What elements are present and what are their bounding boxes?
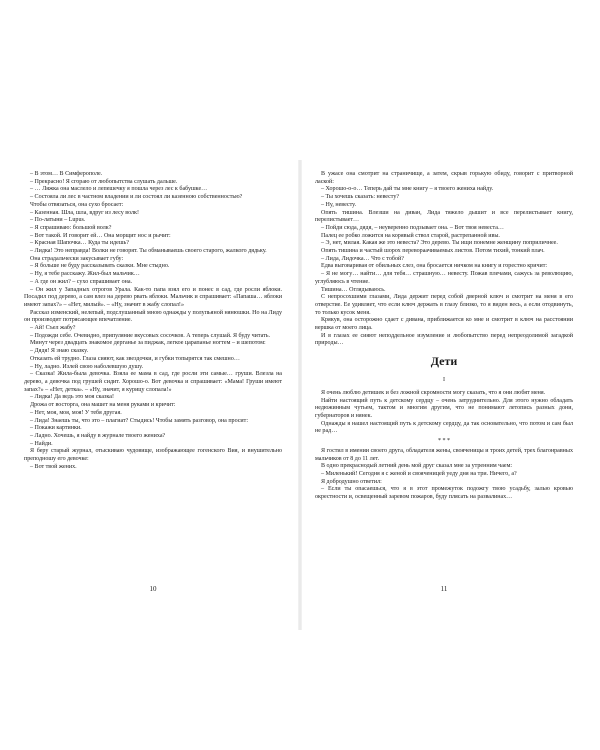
paragraph: – По-латыни – Lupus. [30,217,86,224]
paragraph: – Покажи картинки. [30,425,82,432]
paragraph: – В этом… В Симферополе. [30,171,103,177]
paragraph: – … Ляжка она маслело и лепешечку я пошла через лес к бабушке… [30,186,208,193]
paragraph: Я беру старый журнал, отыскиваю чудовище, изображающее гогенского Вия, и внушительно преподношу его девочке: [24,448,282,463]
paragraph: – Состояла ли лес в частном владении и ли состоял ли казенною собственностью? [30,194,243,201]
paragraph: С непросохшими глазами, Лида держит перед собой дверной ключ и смотрит на меня в его отверстие. Ее удивляет, что если ключ держать в глазу близко, то я виден весь, а если отодвинуть, то только кусок меня. [315,294,573,316]
right-page-number: 11 [440,585,448,593]
paragraph: – Дядя! Я знаю сказку. [30,348,89,355]
paragraph: – Лидка! Это неправда! Волки не говорят. Ты обманываешь своего старого, жалкого дядьку. [30,248,267,255]
section-text [315,390,573,436]
paragraph: Отказать ей трудно. Глаза сияют, как звездочки, и губки топырятся так смешно… [30,355,240,362]
paragraph: Дрожа от восторга, она машет на меня руками и кричит: [30,402,176,409]
paragraph: – Ну, невесту. [321,201,357,208]
paragraph: Она страдальчески закусывает губу: [30,255,124,262]
paragraph: Палец ее робко ложится на корявый ствол старой, растрепанной ивы. [321,232,500,239]
paragraph: – Я не могу… найти… для тебя… страшную… невесту. Пожав плечами, сажусь за революцию, углубляюсь в чтение. [315,271,573,285]
paragraph: – Я спрашиваю: большой волк? [30,224,112,231]
paragraph: – Ладно. Хочешь, я найду в журнале твоего жениха? [30,432,166,439]
paragraph: Я гостил в имении своего друга, обладателя жены, свояченицы и троих детей, трех благонравных мальчиков от 8 до 11 лет. [315,447,573,462]
left-page-text [24,171,282,471]
paragraph: Однажды я нашел настоящий путь к детскому сердцу, да так основательно, что потом и сам был не рад… [315,420,573,435]
section-number: I [442,377,445,384]
paragraph: – А где он жил? – сухо спрашивает она. [30,278,133,285]
paragraph: – Ну, ладно. Излей свою наболевшую душу. [30,363,144,370]
paragraph: – Миленький! Сегодня я с женой и свояченицей уеду дня на три. Ничего, а? [321,470,517,477]
paragraph: – Вот твой жених. [30,463,77,470]
chapter-title: Дети [430,354,458,369]
paragraph: – Лида! Знаешь ты, что это – плагиат? Стыдись! Чтобы замять разговор, она просит: [30,417,248,424]
paragraph: – Казенная. Шла, шла, вдруг из лесу волк! [30,209,140,216]
left-page-number: 10 [149,585,157,593]
paragraph: – Ну, я тебе расскажу. Жил-был мальчик… [30,271,140,278]
left-page [24,171,282,471]
paragraph: – Найди. [30,440,53,447]
paragraph: – Ты хочешь сказать: невесту? [321,194,400,201]
paragraph: – Нет, моя, моя, моя! У тебя другая. [30,409,122,416]
paragraph: Опять тишина. Влезши на диван, Лида тяжело дышит и все перелистывает книгу, перелистывает… [315,209,573,224]
paragraph: – Вот такой. И говорит ей… Она морщит нос и рычит: [30,232,171,239]
paragraph: Я очень люблю детишек и без ложной скромности могу сказать, что я они любят меня. [321,389,546,396]
right-page [315,171,573,502]
paragraph: – Красная Шапочка… Куда ты идешь? [30,240,129,247]
paragraph: Рассказ изменский, нелепый, подслушанный мною однажды у полупьяной нянюшки. Но на Лиду он производит потрясающее впечатление. [24,309,282,324]
paragraph: Крякув, она осторожно сдает с дивана, приближается ко мне и смотрит в ключ на расстоянии вершка от моего лица. [315,317,573,332]
paragraph: – Лидка! Да ведь это моя сказка! [30,394,114,401]
book-gutter [298,160,302,630]
paragraph: – Подожди себе. Очевидно, припуляние вкусовых сосочков. А теперь слушай. Я буду читать. [30,332,271,339]
paragraph: Я добродушно ответил: [321,478,382,485]
paragraph: – Э, нет, милая. Какая же это невеста? Это дерево. Ты ищи понемне женщину поприличнее. [321,240,558,247]
paragraph: В ужасе она смотрит на страничище, а затем, скрыв горькую обиду, говорит с притворной лаской: [315,171,573,185]
paragraph: – Прекрасно! Я сгораю от любопытства слушать дальше. [30,178,178,185]
paragraph: Тишина… Оглядываюсь. [321,286,386,293]
paragraph: – Он жил у Западных отрогов Урала. Как-то папа взял его и понес в сад, где росли яблоки. Посадил под дерево, а сам влез на дерево рвать яблоки. Мальчик и спрашивает: «Папаша… яблоки имеют запах?» – «Нет, милый». – «Ну, значит в жабу слопал!» [24,286,282,308]
paragraph: – Ай! Съел жабу? [30,325,76,332]
paragraph: – Я больше не буду рассказывать сказки. Мне стыдно. [30,263,170,270]
right-page-text [315,171,573,348]
paragraph: – Сказка! Жила-была девочка. Взяла ее мама в сад, где росли эти самые… груши. Влезла на дерево, а девочка под грушей сидит. Хорошо-о. Вот девочка и спрашивает: «Мама! Груши имеют запах?» – «Нет, детка». – «Ну, значит, я курицу слопала!» [24,371,282,393]
paragraph: Найти настоящий путь к детскому сердцу – очень затруднительно. Для этого нужно обладать недюжинным чутьем, тактом и многим другим, что не понимают летопись разных дони, губернаторов и нянек. [315,397,573,419]
paragraph: Едва выговаривая от обильных слез, она бросается ничком на книгу и горестно кричит: [321,263,548,270]
paragraph: – Пойди сюда, дядя, – неуверенно подзывает она. – Вот твоя невеста… [321,224,504,231]
paragraph: – Если ты опасаешься, что я в этот промежуток подожгу твою усадьбу, залью кровью окрестности и, освещенный заревом пожаров, буду плясать на развалинах… [315,486,573,501]
paragraph: – Хорошо-о-о… Теперь дай ты мне книгу – я твоего жениха найду. [321,186,494,193]
paragraph: Чтобы отвязаться, она сухо бросает: [30,201,124,208]
paragraph: Опять тишина и частый шорох перевораачиваемых листов. Потом тихий, тонкий плач. [321,248,545,255]
paragraph: И в глазах ее сияют неподдельное изумление и любопытство перед непреодолимой загадкой природы… [315,332,573,347]
paragraph: – Лида, Лидочка… Что с тобой? [321,255,404,262]
paragraph: В одно прекраснодый летний день мой друг сказал мне за утренним чаем: [321,463,513,470]
paragraph: Минут через двадцать знакомое дерганье за пиджак, легкое царапанье ногтем – и шепотом: [30,340,266,347]
section-divider: * * * [437,438,451,445]
final-text [315,448,573,502]
